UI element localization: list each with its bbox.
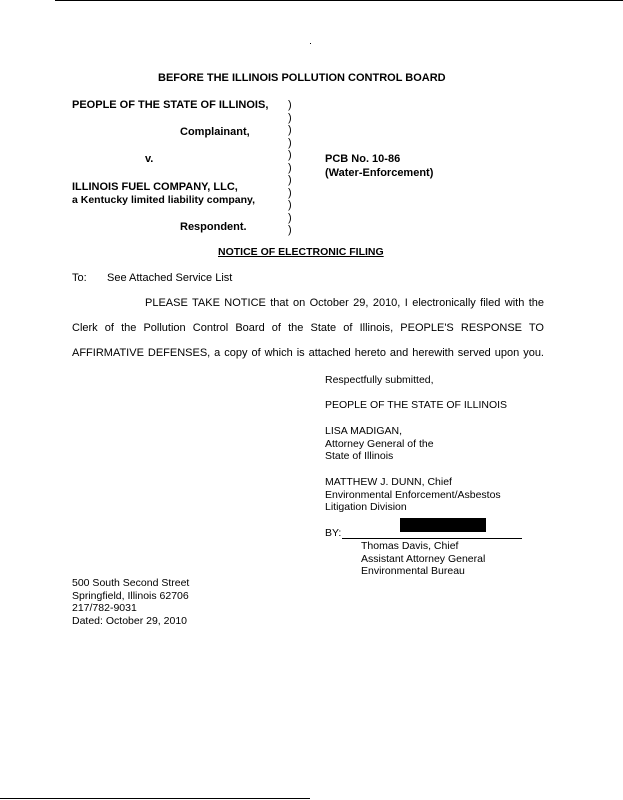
top-rule [55,0,623,1]
paren: ) [288,136,292,149]
paren: ) [288,111,292,124]
to-value: See Attached Service List [107,272,233,284]
notice-title: NOTICE OF ELECTRONIC FILING [218,246,384,258]
defendant-description: a Kentucky limited liability company, [72,194,256,206]
to-label: To: [72,272,87,284]
address-block [72,577,189,627]
paren: ) [288,149,292,161]
party-name: PEOPLE OF THE STATE OF ILLINOIS [325,399,508,411]
paren: ) [288,174,292,186]
paren: ) [288,186,292,199]
paren: ) [288,124,292,136]
caption-parentheses [288,99,292,237]
complainant-label: Complainant, [180,126,250,138]
paren: ) [288,99,292,111]
division-line: MATTHEW J. DUNN, Chief [325,476,452,488]
address-line: 500 South Second Street [72,577,190,589]
signature-redaction [400,518,486,532]
paren: ) [288,211,292,224]
division-line: Environmental Enforcement/Asbestos [325,488,501,501]
address-line: 217/782-9031 [72,602,137,614]
by-label: BY: [325,527,342,539]
address-line: Dated: October 29, 2010 [72,614,187,627]
signer-line: Thomas Davis, Chief [361,540,459,552]
signer-line: Assistant Attorney General [361,552,486,565]
ag-line: LISA MADIGAN, [325,425,403,437]
bottom-rule [0,798,310,799]
signer-block [361,540,485,578]
notice-body-line-1: PLEASE TAKE NOTICE that on October 29, 2010, I electronically filed with the [145,297,544,309]
division-block [325,476,501,514]
division-line: Litigation Division [325,501,407,513]
paren: ) [288,161,292,174]
case-type: (Water-Enforcement) [325,167,434,179]
respondent-label: Respondent. [180,221,247,233]
signer-line: Environmental Bureau [361,565,465,577]
ag-line: Attorney General of the [325,437,434,450]
closing-text: Respectfully submitted, [325,374,434,386]
signature-line [342,538,522,539]
page-heading: BEFORE THE ILLINOIS POLLUTION CONTROL BOARD [158,72,446,84]
notice-body-line-2: Clerk of the Pollution Control Board of the State of Illinois, PEOPLE'S RESPONSE TO [72,322,544,334]
paren: ) [288,199,292,211]
scan-speck [310,43,311,44]
attorney-general-block [325,425,434,463]
case-number: PCB No. 10-86 [325,153,401,165]
notice-body-line-3: AFFIRMATIVE DEFENSES, a copy of which is attached hereto and herewith served upon you. [72,347,544,359]
versus-label: v. [145,153,154,165]
plaintiff-name: PEOPLE OF THE STATE OF ILLINOIS, [72,99,269,111]
address-line: Springfield, Illinois 62706 [72,589,189,602]
ag-line: State of Illinois [325,450,394,462]
defendant-name: ILLINOIS FUEL COMPANY, LLC, [72,181,238,193]
paren: ) [288,224,292,236]
